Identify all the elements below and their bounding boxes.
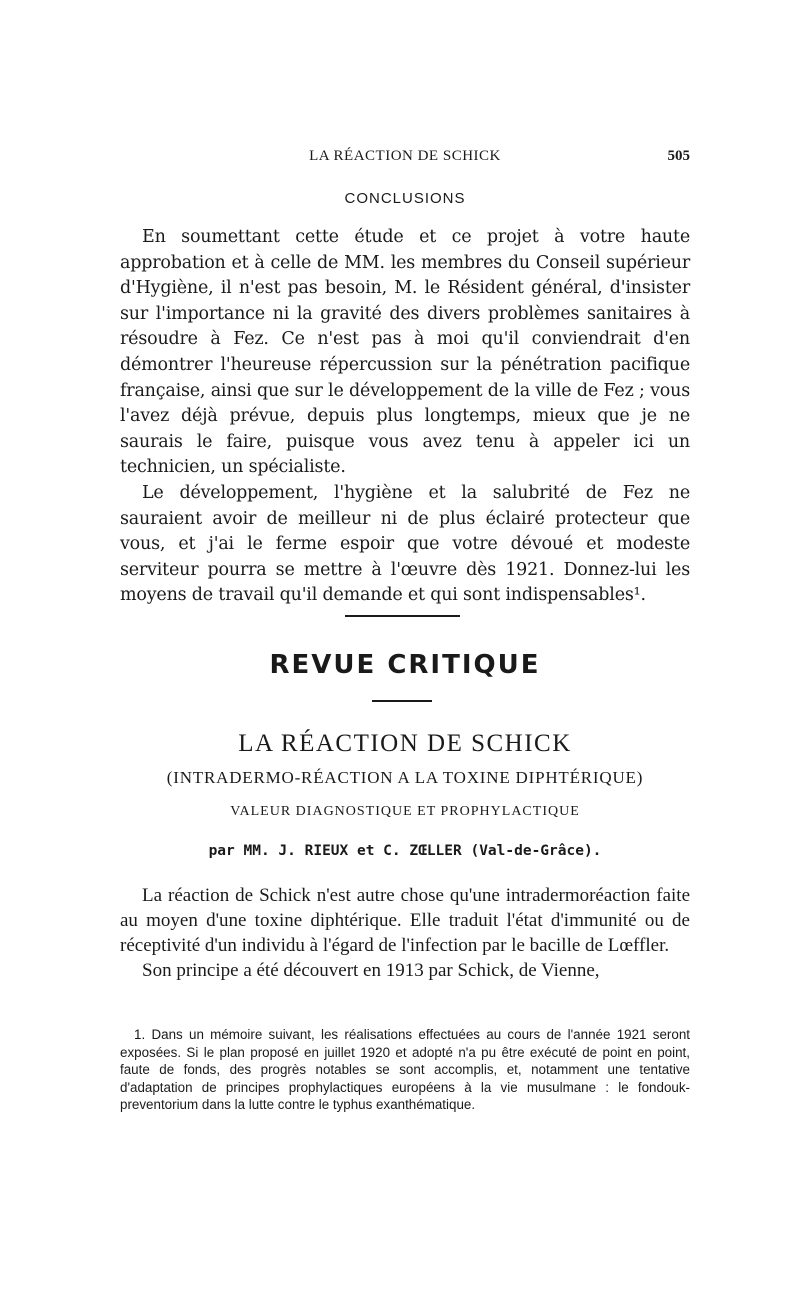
- conclusions-paragraph: Le développement, l'hygiène et la salubrité de Fez ne sauraient avoir de meilleur ni de plus éclairé protecteur que vous, et j'ai le ferme espoir que votre dévoué et modeste serviteur pourra se mettre à l'œuvre dès 1921. Donnez-lui les moyens de travail qu'il demande et qui sont indispensables¹.: [120, 482, 690, 606]
- conclusions-heading: CONCLUSIONS: [344, 190, 466, 207]
- running-title: LA RÉACTION DE SCHICK: [309, 148, 501, 164]
- page-number: 505: [667, 148, 690, 164]
- article-subtitle-secondary: VALEUR DIAGNOSTIQUE ET PROPHYLACTIQUE: [230, 804, 580, 819]
- title-divider-rule: [372, 700, 432, 702]
- footnote-text: 1. Dans un mémoire suivant, les réalisations effectuées au cours de l'année 1921 seront exposées. Si le plan proposé en juillet 1920 et adopté n'a pu être exécuté de point en point, faute de fonds, des progrès notables se sont accomplis, et, notamment une tentative d'adaptation de principes prophylactiques européens à la vie musulmane : le fondouk-preventorium dans la lutte contre le typhus exanthématique.: [120, 1027, 690, 1112]
- article-subtitle: (INTRADERMO-RÉACTION A LA TOXINE DIPHTÉRIQUE): [166, 768, 644, 787]
- article-authors: par MM. J. RIEUX et C. ZŒLLER (Val-de-Grâce).: [208, 843, 602, 859]
- footnote: [120, 1026, 690, 1114]
- article-paragraph: Son principe a été découvert en 1913 par Schick, de Vienne,: [142, 960, 600, 981]
- conclusions-paragraph: En soumettant cette étude et ce projet à votre haute approbation et à celle de MM. les membres du Conseil supérieur d'Hygiène, il n'est pas besoin, M. le Résident général, d'insister sur l'importance ni la gravité des divers problèmes sanitaires à résoudre à Fez. Ce n'est pas à moi qu'il conviendrait d'en démontrer l'heureuse répercussion sur la pénétration pacifique française, ainsi que sur le développement de la ville de Fez ; vous l'avez déjà prévue, depuis plus longtemps, mieux que je ne saurais le faire, puisque vous avez tenu à appeler ici un technicien, un spécialiste.: [120, 227, 690, 478]
- section-divider-rule: [345, 615, 460, 617]
- section-title: REVUE CRITIQUE: [269, 650, 541, 680]
- running-head: [120, 148, 690, 170]
- article-body: [120, 883, 690, 983]
- article-paragraph: La réaction de Schick n'est autre chose qu'une intradermoréaction faite au moyen d'une toxine diphtérique. Elle traduit l'état d'immunité ou de réceptivité d'un individu à l'égard de l'infection par le bacille de Lœffler.: [120, 885, 690, 956]
- conclusions-text: [120, 225, 690, 609]
- article-title: LA RÉACTION DE SCHICK: [238, 730, 572, 757]
